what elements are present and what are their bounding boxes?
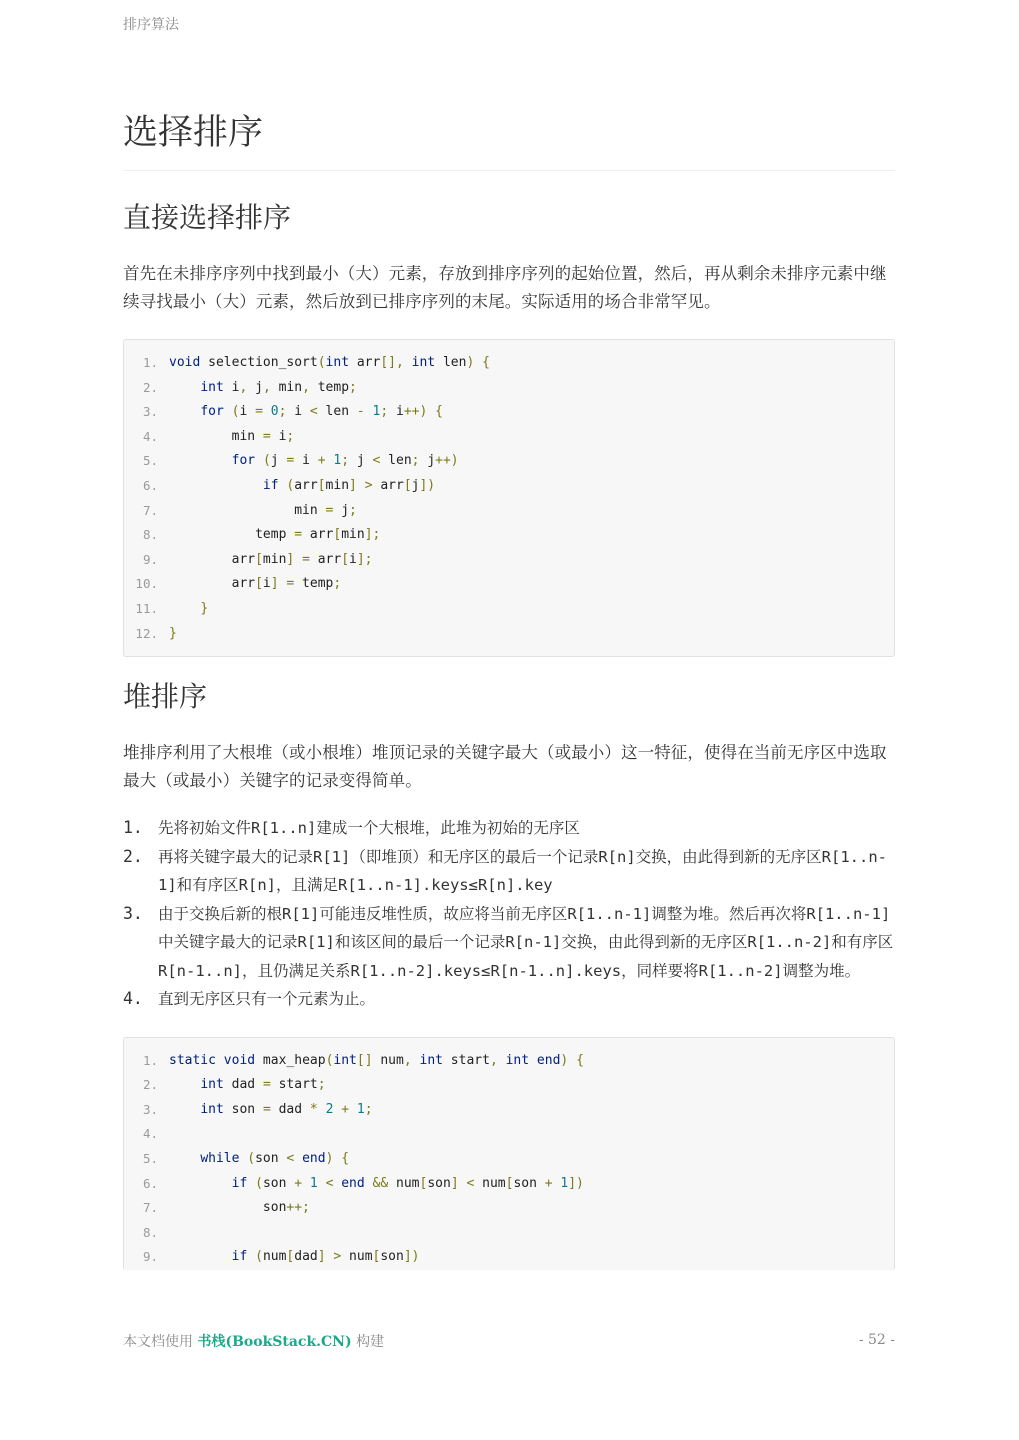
- code-line: [124, 400, 894, 425]
- line-number: 2.: [142, 1077, 158, 1093]
- running-header: 排序算法: [123, 17, 179, 33]
- code-line: [124, 523, 894, 548]
- code-line: [124, 376, 894, 401]
- list-item-text: 先将初始文件R[1..n]建成一个大根堆，此堆为初始的无序区: [158, 819, 580, 838]
- code-text: static void max_heap(int[] num, int start, int end) {: [169, 1052, 584, 1068]
- line-number: 4.: [142, 428, 158, 444]
- footer-suffix: 构建: [356, 1334, 385, 1350]
- code-line: [124, 1049, 894, 1074]
- code-text: if (son + 1 < end && num[son] < num[son + 1]): [231, 1175, 584, 1191]
- code-text: for (i = 0; i < len - 1; i++) {: [200, 404, 443, 420]
- line-number: 1.: [142, 1052, 158, 1068]
- code-text: int dad = start;: [200, 1077, 326, 1093]
- code-text: son++;: [169, 1200, 310, 1216]
- code-line: [124, 1098, 894, 1123]
- code-line: [124, 597, 894, 622]
- code-line: [124, 1073, 894, 1098]
- code-text: [158, 1122, 169, 1147]
- line-number: 6.: [142, 1175, 158, 1191]
- footer-brand-link[interactable]: 书栈(BookStack.CN): [197, 1334, 352, 1350]
- footer-prefix: 本文档使用: [123, 1334, 193, 1350]
- list-item-number: 2.: [123, 846, 143, 866]
- code-line: [124, 1122, 894, 1147]
- line-number: 10.: [135, 576, 158, 592]
- code-line: [124, 351, 894, 376]
- list-item-text: 再将关键字最大的记录R[1]（即堆顶）和无序区的最后一个记录R[n]交换，由此得到新的无序区R[1..n-1]和有序区R[n]，且满足R[1..n-1].keys≤R[n].key: [158, 847, 887, 895]
- list-item-number: 1.: [123, 818, 143, 838]
- line-number: 6.: [142, 477, 158, 493]
- list-item-text: 直到无序区只有一个元素为止。: [158, 990, 376, 1009]
- line-number: 5.: [142, 453, 158, 469]
- line-number: 5.: [142, 1151, 158, 1166]
- list-item-text: 由于交换后新的根R[1]可能违反堆性质，故应将当前无序区R[1..n-1]调整为堆。然后再次将R[1..n-1]中关键字最大的记录R[1]和该区间的最后一个记录R[n-1]交换，由此得到新的无序区R[1..n-2]和有序区R[n-1..n]，且仍满足关系R[1..n-2].keys≤R[n-1..n].keys，同样要将R[1..n-2]调整为堆。: [158, 904, 894, 980]
- code-text: if (num[dad] > num[son]): [231, 1249, 420, 1265]
- line-number: 7.: [142, 1200, 158, 1216]
- code-block-max-heap: [123, 1037, 895, 1270]
- code-block-selection-sort: [123, 339, 895, 657]
- code-text: while (son < end) {: [200, 1151, 350, 1166]
- code-line: [124, 499, 894, 524]
- code-line: [124, 1221, 894, 1246]
- page-content: [123, 108, 895, 1270]
- list-item-number: 3.: [123, 903, 143, 923]
- line-number: 4.: [142, 1126, 158, 1142]
- code-line: [124, 1245, 894, 1270]
- code-line: [124, 425, 894, 450]
- code-line: [124, 1172, 894, 1197]
- code-text: arr[min] = arr[i];: [169, 551, 373, 567]
- list-item-number: 4.: [123, 989, 143, 1009]
- code-text: }: [200, 600, 209, 616]
- line-number: 12.: [135, 625, 158, 641]
- section-heading-heap: 堆排序: [123, 680, 208, 714]
- footer-credit: [123, 1331, 384, 1351]
- heap-steps-list: [123, 814, 895, 1014]
- list-item: [123, 843, 895, 900]
- selection-paragraph: 首先在未排序序列中找到最小（大）元素，存放到排序序列的起始位置，然后，再从剩余未排序元素中继续寻找最小（大）元素，然后放到已排序序列的末尾。实际适用的场合非常罕见。: [123, 264, 887, 311]
- code-text: if (arr[min] > arr[j]): [262, 477, 436, 493]
- code-line: [124, 1147, 894, 1172]
- line-number: 8.: [142, 1224, 158, 1240]
- section-heading-selection: 直接选择排序: [123, 201, 292, 234]
- line-number: 8.: [142, 527, 158, 543]
- code-text: temp = arr[min];: [169, 527, 381, 543]
- code-text: for (j = i + 1; j < len; j++): [231, 453, 459, 469]
- code-text: [158, 1221, 169, 1246]
- code-text: void selection_sort(int arr[], int len) {: [169, 355, 490, 370]
- code-line: [124, 622, 894, 647]
- line-number: 1.: [142, 355, 158, 370]
- code-line: [124, 572, 894, 597]
- list-item: [123, 814, 895, 843]
- line-number: 7.: [142, 502, 158, 518]
- line-number: 9.: [142, 551, 158, 567]
- code-text: arr[i] = temp;: [169, 576, 342, 592]
- code-text: }: [169, 625, 177, 641]
- code-text: int i, j, min, temp;: [200, 379, 357, 395]
- code-text: min = j;: [169, 502, 357, 518]
- page-title: 选择排序: [123, 108, 895, 171]
- code-line: [124, 1196, 894, 1221]
- code-line: [124, 548, 894, 573]
- code-line: [124, 449, 894, 474]
- code-text: int son = dad * 2 + 1;: [200, 1101, 373, 1117]
- page-number: - 52 -: [858, 1332, 895, 1348]
- line-number: 9.: [142, 1249, 158, 1265]
- list-item: [123, 900, 895, 986]
- heap-paragraph: 堆排序利用了大根堆（或小根堆）堆顶记录的关键字最大（或最小）这一特征，使得在当前无序区中选取最大（或最小）关键字的记录变得简单。: [123, 743, 887, 791]
- line-number: 3.: [142, 404, 158, 420]
- line-number: 3.: [142, 1101, 158, 1117]
- code-line: [124, 474, 894, 499]
- list-item: [123, 985, 895, 1014]
- line-number: 11.: [135, 600, 158, 616]
- code-text: min = i;: [169, 428, 295, 444]
- line-number: 2.: [142, 379, 158, 395]
